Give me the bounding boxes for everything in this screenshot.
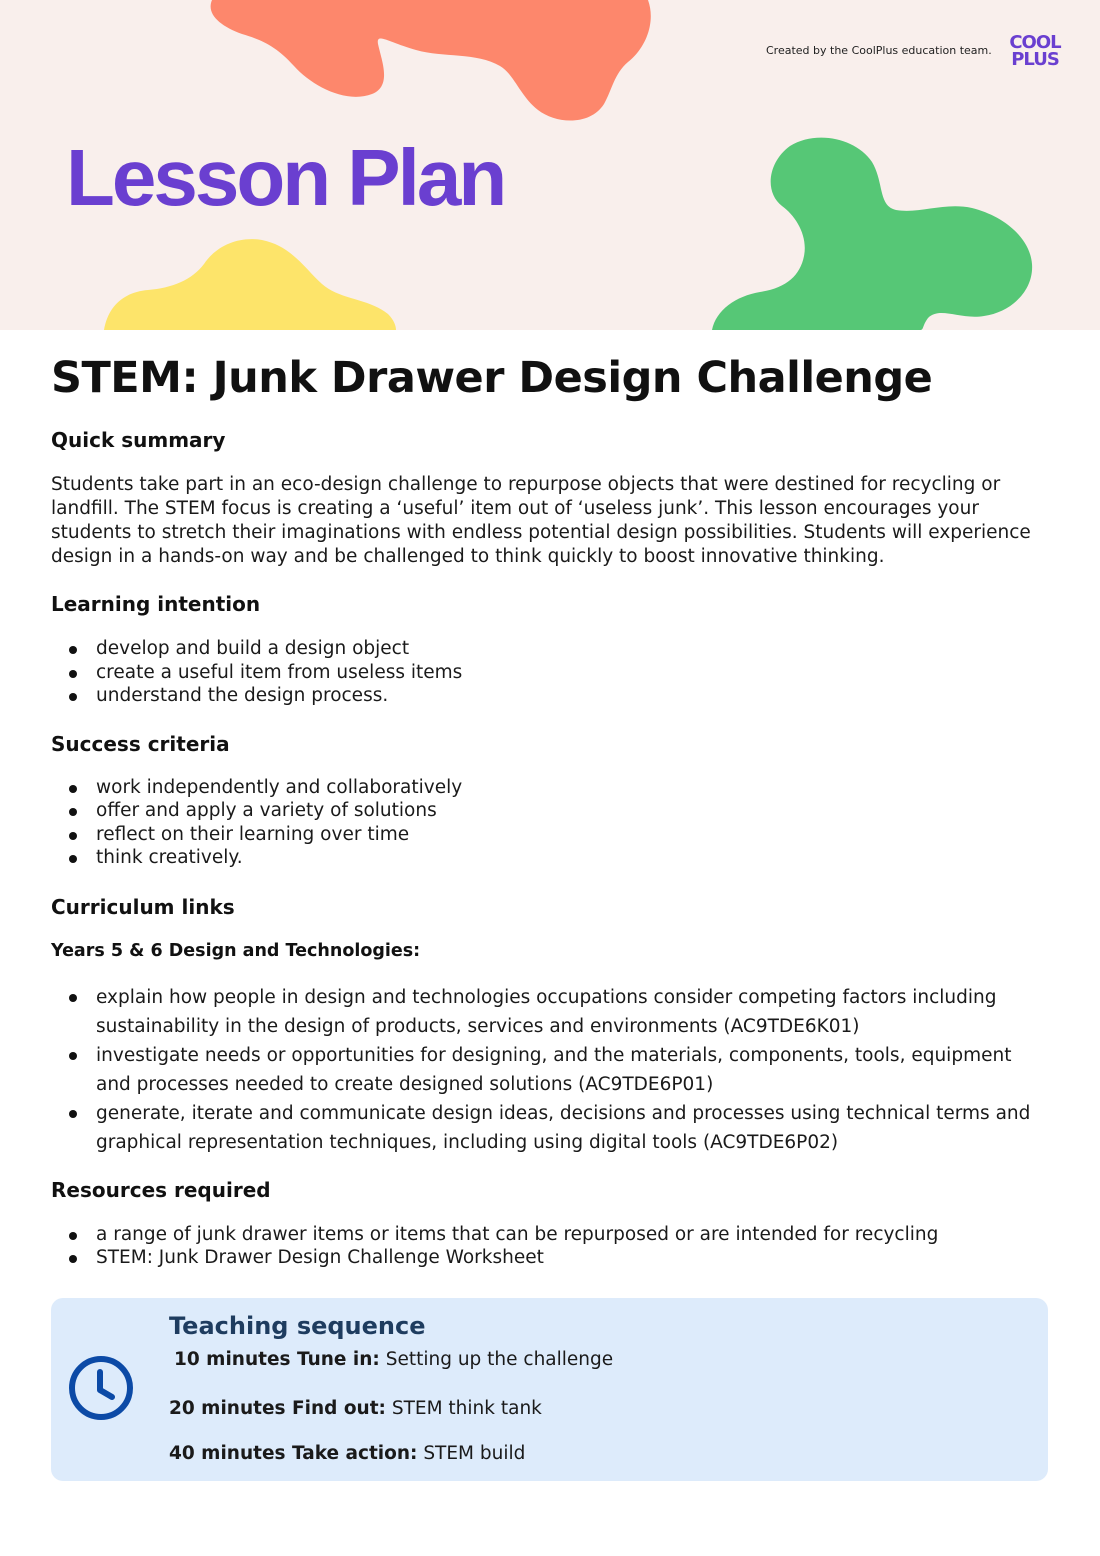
- list-item: create a useful item from useless items: [51, 661, 1051, 685]
- green-blob: [712, 138, 1032, 330]
- list-item: reflect on their learning over time: [51, 823, 1051, 847]
- lesson-plan-title: Lesson Plan: [66, 133, 505, 222]
- lesson-content: [51, 350, 1051, 1270]
- coolplus-logo: COOL PLUS: [1009, 32, 1061, 70]
- teaching-sequence-title: Teaching sequence: [169, 1312, 426, 1340]
- curriculum-subheading: Years 5 & 6 Design and Technologies:: [51, 940, 421, 961]
- list-item: generate, iterate and communicate design ideas, decisions and processes using technical terms and graphical representation techniques, including using digital tools (AC9TDE6P02): [51, 1099, 1051, 1157]
- list-item: offer and apply a variety of solutions: [51, 799, 1051, 823]
- quick-summary-heading: Quick summary: [51, 428, 226, 452]
- resources-heading: Resources required: [51, 1177, 271, 1202]
- list-item: develop and build a design object: [51, 637, 1051, 661]
- sequence-step: 10 minutes Tune in: Setting up the challenge: [174, 1349, 614, 1370]
- quick-summary-text: Students take part in an eco-design challenge to repurpose objects that were destined for recycling or landfill. The STEM focus is creating a ‘useful’ item out of ‘useless junk’. This lesson encourages your students to stretch their imaginations with endless potential design possibilities. Students will experience design in a hands-on way and be challenged to think quickly to boost innovative thinking.: [51, 474, 1031, 567]
- list-item: explain how people in design and technologies occupations consider competing factors including sustainability in the design of products, services and environments (AC9TDE6K01): [51, 983, 1051, 1041]
- credit-text: Created by the CoolPlus education team.: [766, 44, 992, 57]
- list-item: STEM: Junk Drawer Design Challenge Worksheet: [51, 1246, 1051, 1270]
- learning-intention-heading: Learning intention: [51, 592, 261, 616]
- learning-intention-list: [51, 637, 1051, 708]
- list-item: understand the design process.: [51, 684, 1051, 708]
- sequence-step: 20 minutes Find out: STEM think tank: [169, 1398, 542, 1419]
- teaching-sequence-panel: [51, 1298, 1048, 1481]
- list-item: a range of junk drawer items or items that can be repurposed or are intended for recycling: [51, 1223, 1051, 1247]
- success-criteria-heading: Success criteria: [51, 731, 230, 756]
- orange-blob: [211, 0, 651, 121]
- resources-list: [51, 1223, 1051, 1270]
- document-title: STEM: Junk Drawer Design Challenge: [51, 353, 933, 403]
- yellow-blob: [104, 239, 396, 330]
- sequence-step: 40 minutes Take action: STEM build: [169, 1443, 526, 1464]
- curriculum-list: [51, 983, 1051, 1157]
- list-item: think creatively.: [51, 846, 1051, 870]
- clock-icon: [68, 1355, 134, 1421]
- list-item: investigate needs or opportunities for designing, and the materials, components, tools, equipment and processes needed to create designed solutions (AC9TDE6P01): [51, 1041, 1051, 1099]
- hero-banner: [0, 0, 1100, 330]
- curriculum-links-heading: Curriculum links: [51, 894, 235, 919]
- list-item: work independently and collaboratively: [51, 776, 1051, 800]
- success-criteria-list: [51, 776, 1051, 870]
